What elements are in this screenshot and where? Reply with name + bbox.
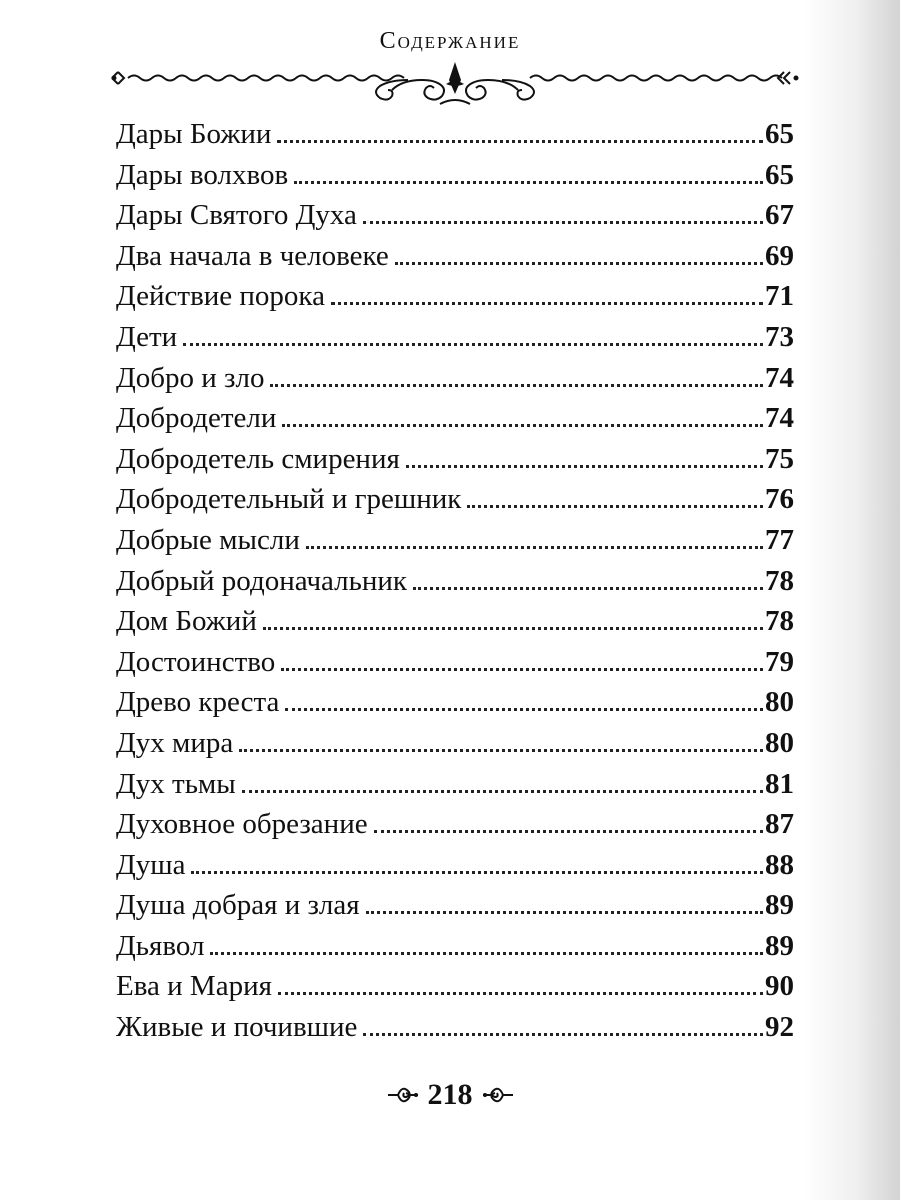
toc-entry [116, 845, 794, 886]
toc-entry-title: Добрый родоначальник [116, 564, 407, 597]
toc-entry-page: 76 [765, 483, 794, 516]
toc-entry-title: Душа [116, 848, 186, 881]
toc-entry-page: 69 [765, 239, 794, 272]
toc-dot-leader [331, 302, 763, 305]
toc-entry [116, 601, 794, 642]
toc-dot-leader [278, 992, 763, 995]
toc-entry-page: 80 [765, 726, 794, 759]
toc-entry [116, 723, 794, 764]
toc-entry-page: 65 [765, 118, 794, 150]
toc-entry-page: 88 [765, 848, 794, 881]
toc-entry [116, 642, 794, 683]
toc-entry-title: Дары Святого Духа [116, 199, 357, 232]
toc-entry [116, 276, 794, 317]
toc-entry-page: 79 [765, 645, 794, 678]
toc-entry [116, 317, 794, 358]
toc-entry-title: Добродетель смирения [116, 442, 400, 475]
toc-entry-title: Дух мира [116, 726, 234, 759]
toc-dot-leader [413, 587, 763, 590]
toc-entry [116, 885, 794, 926]
toc-entry-page: 87 [765, 808, 794, 841]
toc-entry-title: Действие порока [116, 280, 325, 313]
toc-entry [116, 114, 794, 155]
toc-entry [116, 966, 794, 1007]
toc-dot-leader [282, 424, 763, 427]
toc-dot-leader [395, 262, 763, 265]
toc-entry-page: 78 [765, 605, 794, 638]
toc-entry [116, 358, 794, 399]
toc-dot-leader [281, 668, 763, 671]
toc-entry-title: Духовное обрезание [116, 808, 368, 841]
toc-entry [116, 439, 794, 480]
toc-entry-page: 78 [765, 564, 794, 597]
toc-entry-page: 73 [765, 320, 794, 353]
toc-entry-page: 89 [765, 889, 794, 922]
toc-entry-title: Добродетельный и грешник [116, 483, 462, 516]
toc-dot-leader [263, 627, 763, 630]
toc-entry-page: 77 [765, 523, 794, 556]
toc-entry [116, 804, 794, 845]
toc-entry [116, 398, 794, 439]
toc-dot-leader [366, 911, 763, 914]
toc-entry-title: Добрые мысли [116, 523, 300, 556]
toc-entry-title: Добродетели [116, 402, 277, 435]
toc-dot-leader [294, 181, 763, 184]
toc-entry-page: 75 [765, 442, 794, 475]
toc-entry [116, 764, 794, 805]
toc-dot-leader [270, 384, 763, 387]
toc-entry-title: Добро и зло [116, 361, 265, 394]
page-edge-shadow [805, 0, 900, 1200]
toc-entry-title: Дары Божии [116, 118, 272, 150]
toc-entry-page: 67 [765, 199, 794, 232]
toc-dot-leader [191, 871, 763, 874]
toc-entry-page: 74 [765, 361, 794, 394]
toc-dot-leader [277, 140, 763, 143]
toc-entry-title: Живые и почившие [116, 1011, 358, 1044]
page-footer [0, 1078, 900, 1112]
footer-right-flourish-icon [481, 1083, 515, 1107]
toc-entry-page: 71 [765, 280, 794, 313]
toc-entry-page: 65 [765, 158, 794, 191]
toc-dot-leader [210, 952, 763, 955]
toc-entry-title: Дары волхвов [116, 158, 289, 191]
toc-dot-leader [239, 749, 763, 752]
toc-entry [116, 479, 794, 520]
page-number: 218 [427, 1078, 473, 1111]
header-title: Содержание [379, 28, 521, 54]
toc-entry [116, 520, 794, 561]
toc-entry [116, 155, 794, 196]
toc-entry [116, 1007, 794, 1048]
toc-dot-leader [242, 790, 763, 793]
toc-dot-leader [467, 505, 763, 508]
footer-left-flourish-icon [386, 1083, 420, 1107]
toc-entry-title: Дети [116, 320, 178, 353]
toc-entry-title: Дом Божий [116, 605, 257, 638]
toc-entry-page: 74 [765, 402, 794, 435]
toc-entry-title: Древо креста [116, 686, 280, 719]
toc-dot-leader [374, 830, 763, 833]
toc-entry-page: 92 [765, 1011, 794, 1044]
toc-dot-leader [363, 221, 763, 224]
toc-entry [116, 926, 794, 967]
toc-dot-leader [285, 708, 763, 711]
toc-entry [116, 236, 794, 277]
header-ornament-divider [110, 60, 800, 108]
toc-entry [116, 195, 794, 236]
toc-entry-title: Дьявол [116, 929, 205, 962]
toc-entry-page: 81 [765, 767, 794, 800]
running-header [0, 28, 900, 55]
toc-dot-leader [183, 343, 763, 346]
toc-entry-title: Два начала в человеке [116, 239, 389, 272]
toc-dot-leader [363, 1033, 763, 1036]
toc-entry-page: 89 [765, 929, 794, 962]
toc-entry [116, 561, 794, 602]
toc-dot-leader [406, 465, 763, 468]
toc-entry-title: Достоинство [116, 645, 276, 678]
toc-entry-title: Ева и Мария [116, 970, 272, 1003]
toc-entry-title: Душа добрая и злая [116, 889, 360, 922]
toc-entry-title: Дух тьмы [116, 767, 236, 800]
toc-entry [116, 682, 794, 723]
toc-entry-page: 90 [765, 970, 794, 1003]
toc-entry-page: 80 [765, 686, 794, 719]
table-of-contents [116, 114, 794, 1048]
toc-dot-leader [306, 546, 763, 549]
